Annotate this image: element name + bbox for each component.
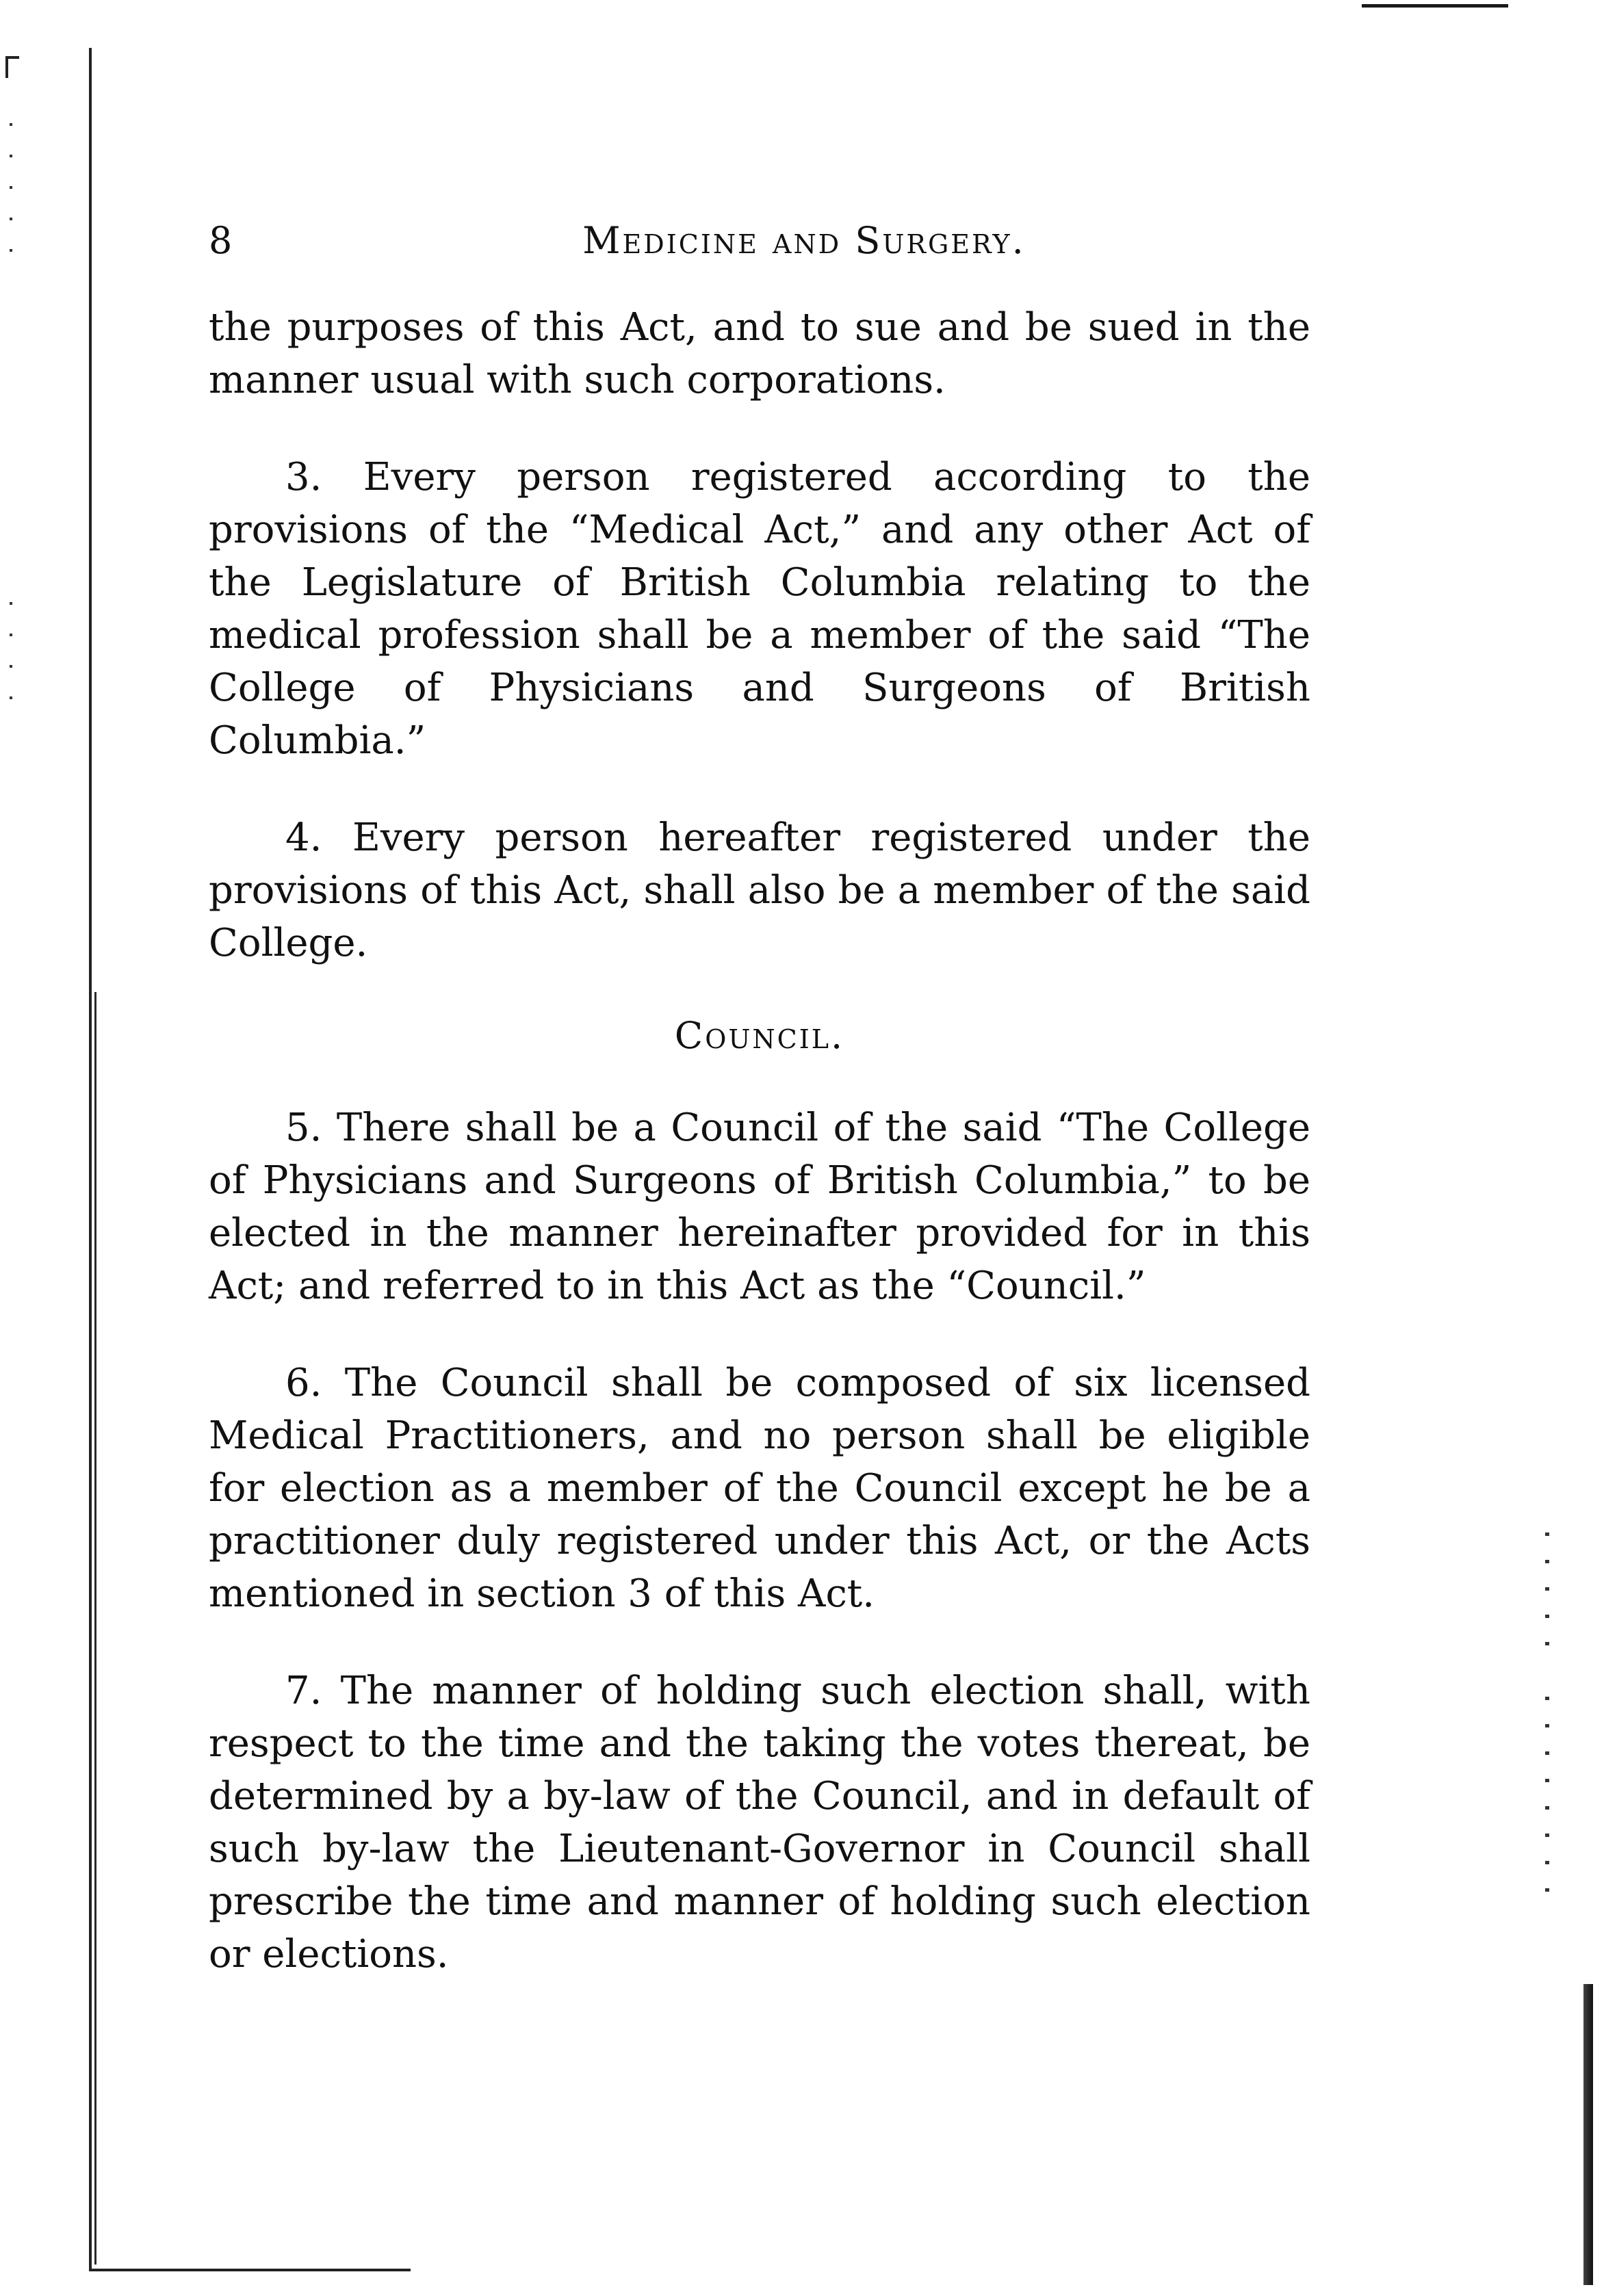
section-6-paragraph: 6. The Council shall be composed of six licensed Medical Practitioners, and no person shall be eligible for election as a member of the Council except he be a practitioner duly registered under this Act, or the Acts mentioned in section 3 of this Act. bbox=[209, 1361, 1310, 1616]
running-head: Medicine and Surgery. bbox=[582, 219, 1026, 262]
text-column bbox=[209, 301, 1310, 1981]
right-page-edge bbox=[1583, 1984, 1593, 2285]
right-margin-specks bbox=[1545, 1532, 1549, 1656]
left-margin-specks-lower bbox=[10, 602, 12, 712]
left-inner-border bbox=[94, 992, 96, 2265]
section-5-paragraph: 5. There shall be a Council of the said “The College of Physicians and Surgeons of British Columbia,” to be elected in the manner hereinafter provided for in this Act; and referred to in this Act as the “Council.” bbox=[209, 1106, 1310, 1308]
right-margin-specks-lower bbox=[1545, 1697, 1549, 1902]
bottom-edge-rule bbox=[89, 2269, 411, 2271]
left-page-border bbox=[89, 48, 92, 2271]
section-3-paragraph: 3. Every person registered according to the provisions of the “Medical Act,” and any other Act of the Legislature of British Columbia relating to the medical profession shall be a member of the said “The College of Physicians and Surgeons of British Columbia.” bbox=[209, 455, 1310, 763]
page-header bbox=[209, 213, 1310, 268]
section-7-paragraph: 7. The manner of holding such election shall, with respect to the time and the taking the votes thereat, be determined by a by-law of the Council, and in default of such by-law the Lieutenant-Governor in Council shall prescribe the time and manner of holding such election or elections. bbox=[209, 1669, 1310, 1977]
corner-scan-mark bbox=[5, 56, 19, 78]
council-heading: Council. bbox=[674, 1014, 845, 1057]
page-number: 8 bbox=[209, 219, 233, 262]
section-4-paragraph: 4. Every person hereafter registered under the provisions of this Act, shall also be a member of the said College. bbox=[209, 816, 1310, 965]
top-edge-rule bbox=[1362, 4, 1508, 8]
left-margin-specks bbox=[10, 123, 12, 260]
continuation-paragraph: the purposes of this Act, and to sue and be sued in the manner usual with such corporations. bbox=[209, 305, 1310, 402]
